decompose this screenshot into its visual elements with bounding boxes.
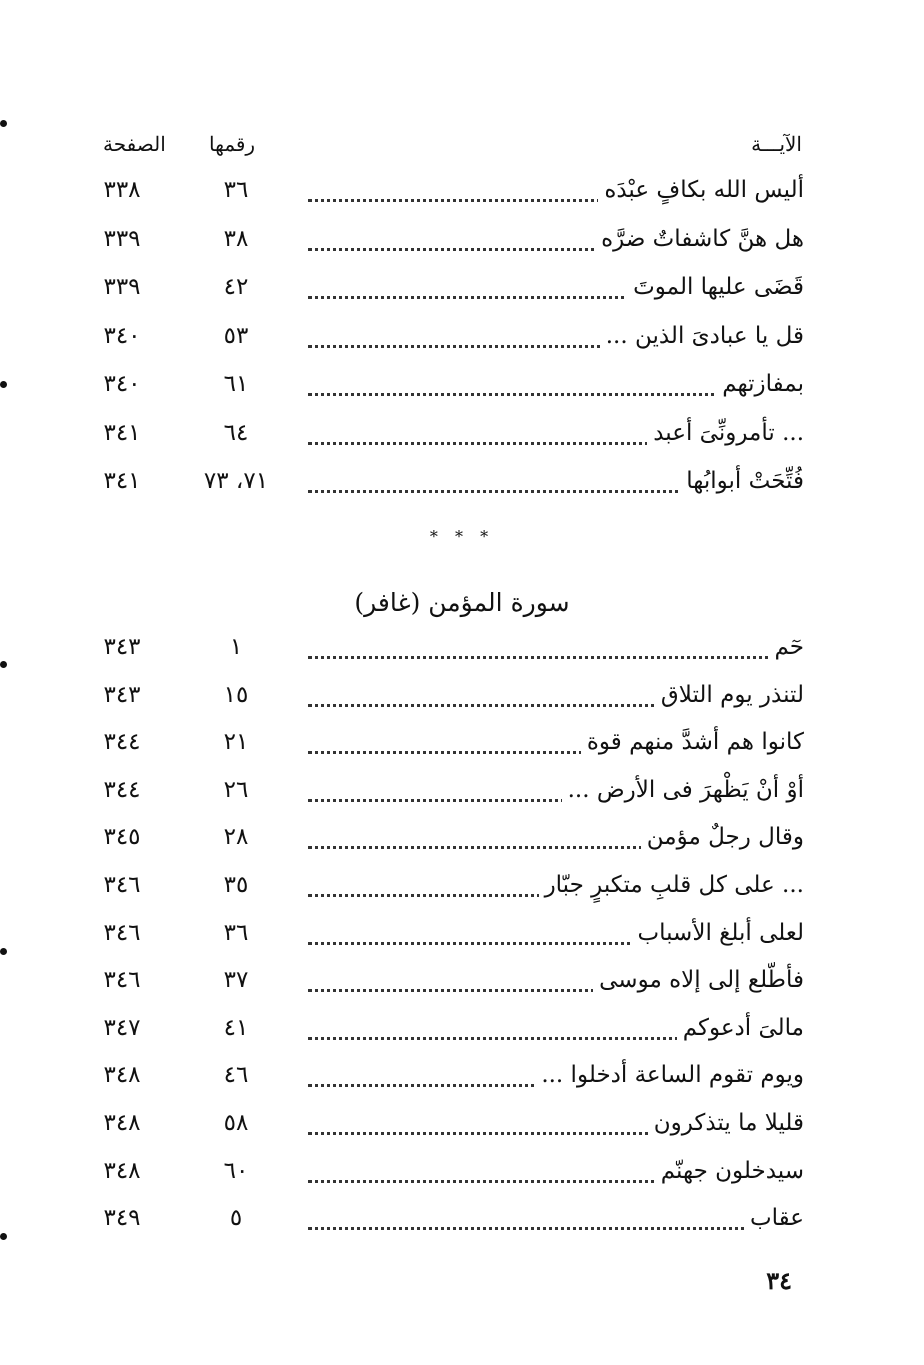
page-ref: ٣٤٠ [103,322,141,349]
index-row [0,725,924,765]
page-ref: ٣٤١ [103,468,141,494]
verse-text: لتنذر يوم التلاق [655,682,804,708]
verse-number: ٢٨ [223,824,249,851]
surah-title: سورة المؤمن (غافر) [354,588,570,617]
verse-text: قل يا عبادىَ الذين ... [600,323,804,349]
index-row [0,868,924,908]
index-row [0,630,924,670]
index-row [0,1106,924,1146]
page-ref: ٣٤٤ [103,729,141,756]
header-page: الصفحة [103,132,166,156]
index-row [0,222,924,262]
verse-text: سيدخلون جهنّم [655,1158,804,1184]
page-ref: ٣٤٩ [103,1205,141,1232]
index-row [0,916,924,956]
index-row [0,773,924,813]
section-separator: * * * [429,527,495,546]
index-row [0,464,924,504]
index-row [0,820,924,860]
verse-number: ٣٨ [223,225,249,252]
verse-text: أوْ أنْ يَظْهرَ فى الأرض ... [562,777,804,803]
verse-text: وقال رجلٌ مؤمن [641,824,804,850]
page-ref: ٣٤٣ [103,681,141,708]
page-ref: ٣٤٦ [103,872,141,898]
verse-number: ٣٧ [223,967,249,994]
index-row [0,270,924,310]
page-ref: ٣٤٨ [103,1110,141,1136]
verse-number: ٦١ [223,371,249,397]
verse-text: قليلا ما يتذكرون [648,1110,804,1136]
page-ref: ٣٤٠ [103,371,141,397]
verse-number: ٤١ [223,1014,249,1041]
verse-text: بمفازتهم [716,371,804,397]
verse-number: ٥٨ [223,1110,249,1136]
column-header [0,132,924,168]
verse-text: مالىَ أدعوكم [677,1015,804,1041]
page-ref: ٣٤٦ [103,967,141,994]
verse-number: ٦٤ [223,419,249,446]
margin-dot [0,120,7,127]
page-ref: ٣٤٧ [103,1014,141,1041]
index-row [0,367,924,407]
verse-text: لعلى أبلغ الأسباب [631,920,804,946]
page-ref: ٣٤٤ [103,776,141,803]
index-row [0,1154,924,1194]
index-row [0,319,924,359]
verse-number: ٣٦ [223,177,249,203]
index-row [0,1011,924,1051]
verse-number: ٤٦ [223,1062,249,1089]
index-row [0,1201,924,1241]
page-ref: ٣٤٨ [103,1157,141,1184]
verse-number: ٦٠ [223,1157,249,1184]
dot-leader [308,1213,794,1230]
verse-number: ٤٢ [223,274,249,300]
verse-text: ويوم تقوم الساعة أدخلوا ... [535,1062,804,1088]
verse-number: ٢١ [223,729,249,756]
verse-number: ٥٣ [223,322,249,349]
verse-number: ١٥ [223,681,249,708]
index-row [0,678,924,718]
page-ref: ٣٤١ [103,419,141,446]
page-ref: ٣٣٩ [103,274,141,300]
verse-text: فُتِّحَتْ أبوابُها [680,468,804,494]
verse-text: ... على كل قلبِ متكبرٍ جبّار [539,872,804,898]
index-row [0,416,924,456]
header-verse: الآيـــة [751,132,802,156]
verse-number: ٣٥ [223,872,249,898]
page-ref: ٣٣٨ [103,177,141,203]
verse-text: فأطّلع إلى إلاه موسى [593,967,804,993]
page-ref: ٣٣٩ [103,225,141,252]
verse-text: أليس الله بكافٍ عبْدَه [598,177,804,203]
index-row [0,963,924,1003]
page-ref: ٣٤٥ [103,824,141,851]
verse-text: هل هنَّ كاشفاتٌ ضرَّه [595,226,804,252]
verse-number: ٧١، ٧٣ [203,468,269,494]
page-ref: ٣٤٨ [103,1062,141,1089]
verse-number: ٢٦ [223,776,249,803]
page-ref: ٣٤٣ [103,634,141,660]
verse-number: ١ [229,634,243,660]
dot-leader [308,642,794,659]
verse-number: ٣٦ [223,919,249,946]
index-row [0,173,924,213]
page-number: ٣٤ [766,1266,792,1295]
verse-text: حٓم [768,634,804,660]
verse-text: قَضَى عليها الموتَ [627,274,804,300]
verse-number: ٥ [229,1205,243,1232]
verse-text: كانوا هم أشدَّ منهم قوة [581,729,804,755]
page-ref: ٣٤٦ [103,919,141,946]
index-row [0,1058,924,1098]
verse-text: عقاب [744,1205,804,1231]
header-verse-number: رقمها [209,132,256,156]
verse-text: ... تأمرونِّىَ أعبد [647,420,804,446]
